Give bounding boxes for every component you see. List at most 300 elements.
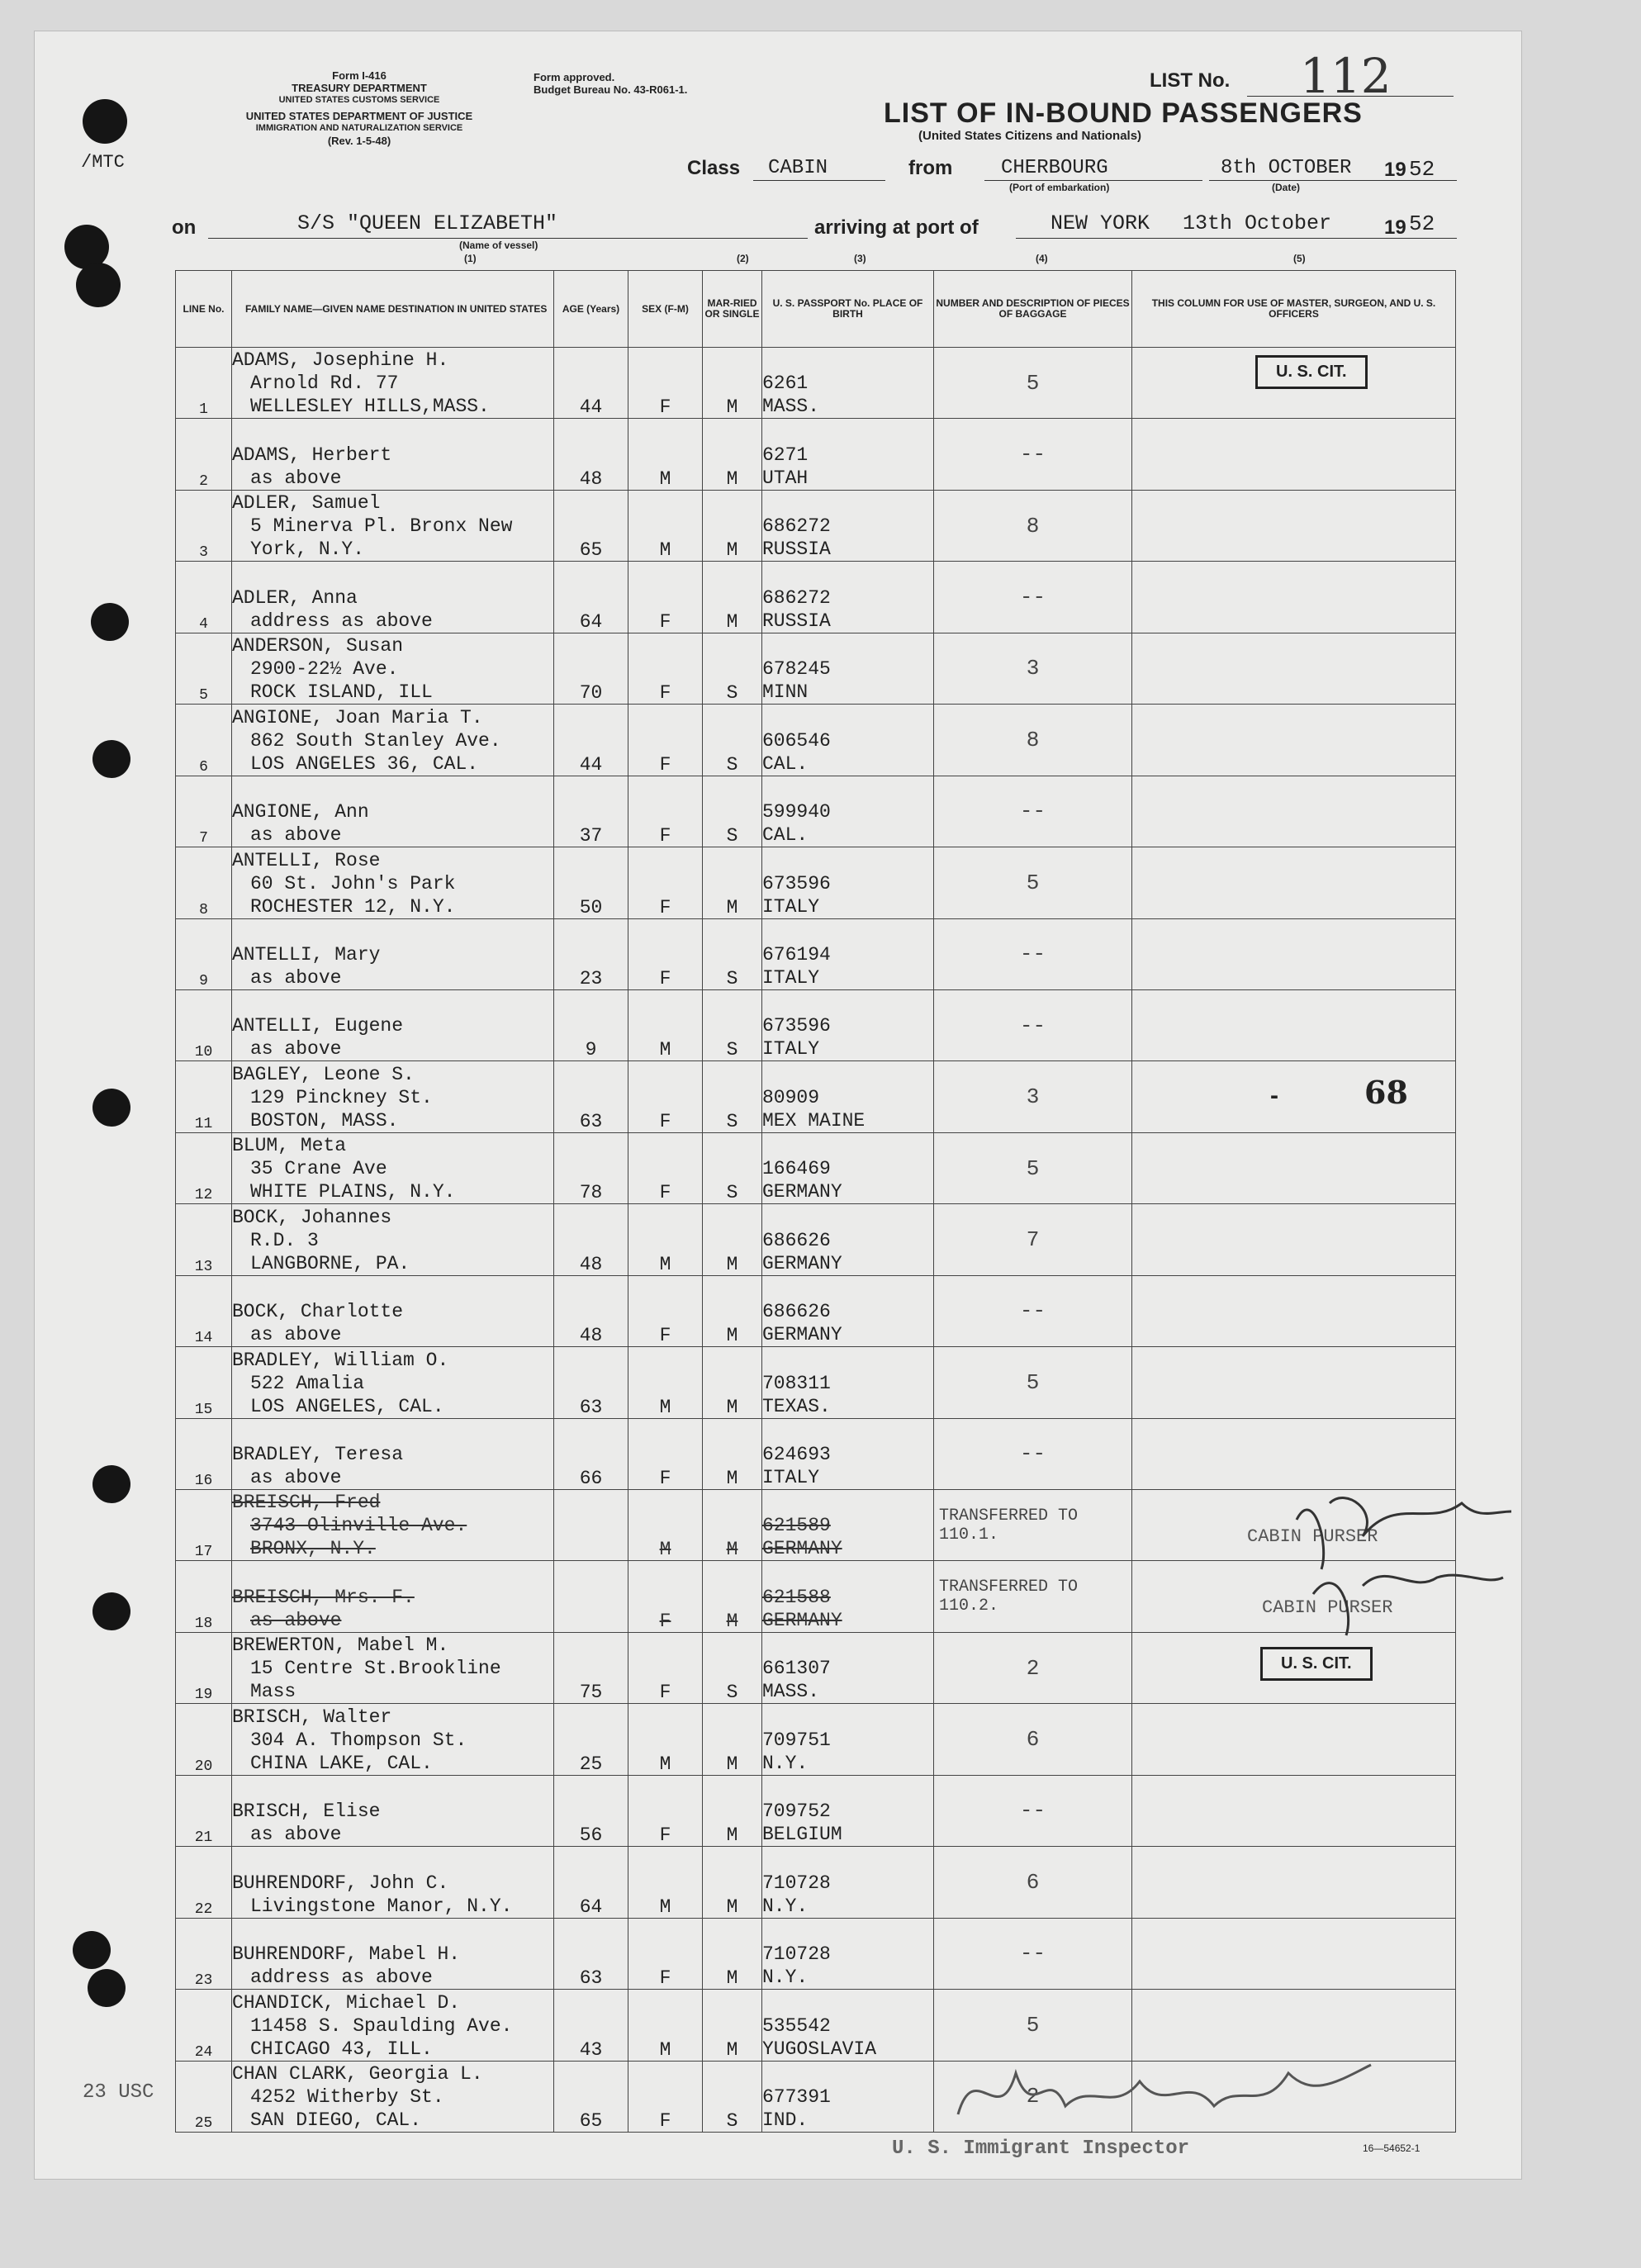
baggage-cell: TRANSFERRED TO 110.1. <box>934 1490 1132 1561</box>
age-cell: 78 <box>554 1132 628 1203</box>
marital-cell: M <box>703 1347 762 1418</box>
passport-number: 709752 <box>762 1801 831 1823</box>
passport-cell <box>762 1632 934 1703</box>
passenger-name: BOCK, Johannes <box>232 1206 392 1228</box>
place-of-birth: CAL. <box>762 824 809 847</box>
col-header-line: LINE No. <box>176 271 232 348</box>
officer-cell <box>1132 1132 1456 1203</box>
line-number: 25 <box>176 2061 232 2133</box>
officer-cell <box>1132 847 1456 918</box>
place-of-birth: GERMANY <box>762 1252 842 1274</box>
table-row <box>176 1418 1456 1489</box>
marital-cell: S <box>703 1132 762 1203</box>
passport-number: 710728 <box>762 1943 831 1966</box>
passenger-address-line: address as above <box>250 1967 433 1989</box>
marital-cell: M <box>703 1275 762 1346</box>
table-row <box>176 1918 1456 1989</box>
passenger-name-address <box>232 1561 554 1632</box>
passenger-address-line: BRONX, N.Y. <box>250 1538 376 1560</box>
line-number: 10 <box>176 989 232 1060</box>
table-row <box>176 989 1456 1060</box>
passport-number: 166469 <box>762 1158 831 1180</box>
passenger-address-line: 35 Crane Ave <box>250 1158 387 1180</box>
passenger-name-address <box>232 989 554 1060</box>
form-approved: Form approved. <box>534 71 615 83</box>
passenger-name: BRISCH, Elise <box>232 1801 381 1823</box>
passenger-name-address <box>232 490 554 561</box>
marital-cell: M <box>703 490 762 561</box>
sex-cell: F <box>628 1132 703 1203</box>
passenger-address-line: LANGBORNE, PA. <box>250 1252 410 1274</box>
line-number: 4 <box>176 562 232 633</box>
age-cell <box>554 1561 628 1632</box>
baggage-cell: 5 <box>934 847 1132 918</box>
passport-cell <box>762 776 934 847</box>
place-of-birth: UTAH <box>762 467 809 489</box>
marital-cell: S <box>703 1061 762 1132</box>
age-cell: 63 <box>554 1918 628 1989</box>
passenger-name: ANDERSON, Susan <box>232 635 404 657</box>
place-of-birth: IND. <box>762 2109 809 2131</box>
arrival-year-prefix: 19 <box>1384 216 1406 239</box>
sex-cell: F <box>628 776 703 847</box>
passenger-address-line: BOSTON, MASS. <box>250 1109 399 1132</box>
immigrant-inspector-label: U. S. Immigrant Inspector <box>892 2138 1190 2160</box>
line-number: 19 <box>176 1632 232 1703</box>
line-number: 22 <box>176 1847 232 1918</box>
place-of-birth: RUSSIA <box>762 610 831 632</box>
table-row <box>176 776 1456 847</box>
age-cell: 9 <box>554 989 628 1060</box>
passenger-name-address <box>232 1847 554 1918</box>
table-row <box>176 705 1456 776</box>
passenger-name: ANTELLI, Eugene <box>232 1015 404 1037</box>
passport-number: 599940 <box>762 801 831 823</box>
passport-number: 661307 <box>762 1658 831 1680</box>
passport-number: 606546 <box>762 729 831 752</box>
budget-bureau: Budget Bureau No. 43-R061-1. <box>534 83 688 96</box>
passport-cell <box>762 1561 934 1632</box>
baggage-cell: -- <box>934 918 1132 989</box>
line-number: 18 <box>176 1561 232 1632</box>
passport-cell <box>762 1204 934 1275</box>
document-subtitle: (United States Citizens and Nationals) <box>918 129 1142 143</box>
sex-cell: F <box>628 1632 703 1703</box>
passenger-name: BAGLEY, Leone S. <box>232 1063 415 1085</box>
col-header-married: MAR-RIED OR SINGLE <box>703 271 762 348</box>
place-of-birth: YUGOSLAVIA <box>762 2038 877 2060</box>
age-cell: 37 <box>554 776 628 847</box>
passport-cell <box>762 419 934 490</box>
age-cell: 64 <box>554 1847 628 1918</box>
passenger-name-address <box>232 2061 554 2133</box>
marital-cell: M <box>703 1918 762 1989</box>
age-cell <box>554 1490 628 1561</box>
passenger-address-line: WHITE PLAINS, N.Y. <box>250 1181 456 1203</box>
marital-cell: M <box>703 847 762 918</box>
passenger-name-address <box>232 1918 554 1989</box>
sex-cell: F <box>628 1561 703 1632</box>
passenger-name: BUHRENDORF, Mabel H. <box>232 1943 461 1966</box>
passenger-name-address <box>232 419 554 490</box>
punch-hole <box>88 1969 126 2007</box>
line-number: 17 <box>176 1490 232 1561</box>
baggage-cell: -- <box>934 562 1132 633</box>
form-header-agencies <box>165 69 553 147</box>
sex-cell: M <box>628 1347 703 1418</box>
table-row <box>176 847 1456 918</box>
baggage-cell: TRANSFERRED TO 110.2. <box>934 1561 1132 1632</box>
passenger-name: ADAMS, Herbert <box>232 444 392 466</box>
sex-cell: F <box>628 705 703 776</box>
passenger-name-address <box>232 918 554 989</box>
place-of-birth: CAL. <box>762 752 809 775</box>
passport-cell <box>762 562 934 633</box>
passenger-address-line: ROCHESTER 12, N.Y. <box>250 895 456 918</box>
baggage-cell: 3 <box>934 633 1132 704</box>
passport-cell <box>762 1132 934 1203</box>
baggage-cell: 5 <box>934 1347 1132 1418</box>
place-of-birth: GERMANY <box>762 1609 842 1631</box>
form-approval <box>534 71 687 96</box>
marital-cell: S <box>703 1632 762 1703</box>
passenger-name-address <box>232 1490 554 1561</box>
passenger-address-line: 129 Pinckney St. <box>250 1086 433 1108</box>
passenger-name-address <box>232 1061 554 1132</box>
line-number: 12 <box>176 1132 232 1203</box>
table-row <box>176 1490 1456 1561</box>
line-number: 1 <box>176 348 232 419</box>
punch-hole <box>92 1089 130 1127</box>
on-label: on <box>172 216 197 239</box>
passport-number: 710728 <box>762 1872 831 1894</box>
age-cell: 70 <box>554 633 628 704</box>
marital-cell: M <box>703 1418 762 1489</box>
table-row <box>176 1204 1456 1275</box>
passenger-address-line: SAN DIEGO, CAL. <box>250 2109 422 2131</box>
passenger-name-address <box>232 1775 554 1846</box>
place-of-birth: MEX MAINE <box>762 1109 866 1132</box>
passenger-name-address <box>232 633 554 704</box>
baggage-cell: 8 <box>934 705 1132 776</box>
table-row <box>176 1347 1456 1418</box>
table-row <box>176 1275 1456 1346</box>
passport-number: 686626 <box>762 1229 831 1251</box>
place-of-birth: RUSSIA <box>762 539 831 561</box>
passenger-table <box>175 270 1456 2133</box>
age-cell: 44 <box>554 705 628 776</box>
marital-cell: S <box>703 918 762 989</box>
passport-cell <box>762 989 934 1060</box>
passport-cell <box>762 1061 934 1132</box>
passport-cell <box>762 847 934 918</box>
passenger-address-line: as above <box>250 966 342 989</box>
dept-justice-sub: IMMIGRATION AND NATURALIZATION SERVICE <box>255 123 463 133</box>
age-cell: 43 <box>554 1990 628 2061</box>
table-row <box>176 1775 1456 1846</box>
baggage-cell: 5 <box>934 1990 1132 2061</box>
column-marker-4: (4) <box>1036 253 1048 264</box>
passenger-address-line: 15 Centre St.Brookline Mass <box>250 1658 501 1703</box>
passenger-address-line: 5 Minerva Pl. Bronx New <box>250 515 513 538</box>
place-of-birth: ITALY <box>762 895 820 918</box>
passport-cell <box>762 1490 934 1561</box>
passport-cell <box>762 2061 934 2133</box>
table-row <box>176 490 1456 561</box>
passport-cell <box>762 918 934 989</box>
passport-number: 80909 <box>762 1086 820 1108</box>
passenger-name: BRADLEY, William O. <box>232 1349 449 1371</box>
form-number: Form I-416 <box>332 69 387 82</box>
passenger-address-line: LOS ANGELES, CAL. <box>250 1395 444 1417</box>
passenger-name: CHAN CLARK, Georgia L. <box>232 2063 483 2085</box>
col-header-age: AGE (Years) <box>554 271 628 348</box>
sex-cell: F <box>628 1275 703 1346</box>
officer-cell <box>1132 705 1456 776</box>
passenger-name-address <box>232 1132 554 1203</box>
passport-number: 673596 <box>762 1015 831 1037</box>
passport-number: 621588 <box>762 1586 831 1608</box>
sex-cell: F <box>628 1418 703 1489</box>
passenger-address-line: Livingstone Manor, N.Y. <box>250 1895 513 1917</box>
passenger-address-line: as above <box>250 1467 342 1488</box>
age-cell: 65 <box>554 2061 628 2133</box>
officer-cell <box>1132 1918 1456 1989</box>
sex-cell: F <box>628 918 703 989</box>
line-number: 15 <box>176 1347 232 1418</box>
passenger-address-line: R.D. 3 <box>250 1229 319 1251</box>
passenger-name: ANTELLI, Rose <box>232 849 381 871</box>
vessel-column-marker: (1) <box>464 253 477 264</box>
passport-cell <box>762 1347 934 1418</box>
table-row <box>176 1061 1456 1132</box>
table-row <box>176 1132 1456 1203</box>
sex-cell: F <box>628 348 703 419</box>
officer-cell <box>1132 490 1456 561</box>
passenger-address-line: 304 A. Thompson St. <box>250 1729 467 1751</box>
line-number: 5 <box>176 633 232 704</box>
class-value: CABIN <box>768 157 828 179</box>
officer-cell <box>1132 776 1456 847</box>
passport-number: 686272 <box>762 515 831 538</box>
baggage-cell: -- <box>934 1418 1132 1489</box>
marital-cell: S <box>703 705 762 776</box>
marital-cell: M <box>703 348 762 419</box>
passenger-count: 68 <box>1364 1074 1408 1111</box>
place-of-birth: TEXAS. <box>762 1395 831 1417</box>
list-number-label: LIST No. <box>1150 69 1231 92</box>
cabin-purser-label: CABIN PURSER <box>1247 1526 1378 1547</box>
passenger-address-line: 3743 Olinville Ave. <box>250 1515 467 1537</box>
dept-treasury-sub: UNITED STATES CUSTOMS SERVICE <box>278 95 440 105</box>
sex-cell: M <box>628 1204 703 1275</box>
baggage-cell: 5 <box>934 348 1132 419</box>
cabin-purser-label: CABIN PURSER <box>1262 1597 1393 1618</box>
passenger-name-address <box>232 1418 554 1489</box>
passenger-name: ANGIONE, Ann <box>232 801 369 823</box>
baggage-cell: 3 <box>934 1061 1132 1132</box>
sex-cell: F <box>628 633 703 704</box>
line-number: 2 <box>176 419 232 490</box>
marital-cell: S <box>703 2061 762 2133</box>
punch-hole <box>73 1931 111 1969</box>
passenger-address-line: as above <box>250 1824 342 1846</box>
marital-cell: M <box>703 1990 762 2061</box>
column-marker-2: (2) <box>737 253 749 264</box>
passenger-name: ADLER, Anna <box>232 586 358 609</box>
sex-cell: M <box>628 1847 703 1918</box>
place-of-birth: MASS. <box>762 1681 820 1703</box>
passenger-name: BOCK, Charlotte <box>232 1301 404 1323</box>
age-cell: 63 <box>554 1347 628 1418</box>
passenger-address-line: Arnold Rd. 77 <box>250 372 399 395</box>
passenger-address-line: as above <box>250 1609 342 1631</box>
line-number: 20 <box>176 1704 232 1775</box>
baggage-cell: 6 <box>934 1847 1132 1918</box>
col-header-baggage: NUMBER AND DESCRIPTION OF PIECES OF BAGGAGE <box>934 271 1132 348</box>
passenger-address-line: ROCK ISLAND, ILL <box>250 681 433 704</box>
marital-cell: M <box>703 562 762 633</box>
gpo-number: 16—54652-1 <box>1363 2142 1420 2154</box>
passenger-address-line: as above <box>250 824 342 847</box>
line-number: 9 <box>176 918 232 989</box>
arriving-label: arriving at port of <box>814 216 979 239</box>
passenger-name-address <box>232 1990 554 2061</box>
punch-hole <box>92 1592 130 1630</box>
vessel-name: S/S "QUEEN ELIZABETH" <box>297 211 558 235</box>
passenger-name-address <box>232 847 554 918</box>
officer-cell <box>1132 419 1456 490</box>
list-number: 112 <box>1300 48 1392 104</box>
line-number: 13 <box>176 1204 232 1275</box>
baggage-cell: 8 <box>934 490 1132 561</box>
passenger-name-address <box>232 705 554 776</box>
officer-cell <box>1132 989 1456 1060</box>
baggage-cell: -- <box>934 1775 1132 1846</box>
line-number: 11 <box>176 1061 232 1132</box>
baggage-cell: -- <box>934 776 1132 847</box>
passenger-address-line: 11458 S. Spaulding Ave. <box>250 2014 513 2037</box>
place-of-birth: N.Y. <box>762 1752 809 1774</box>
marital-cell: M <box>703 1561 762 1632</box>
place-of-birth: ITALY <box>762 966 820 989</box>
passenger-name: BREWERTON, Mabel M. <box>232 1635 449 1657</box>
passenger-name: ADAMS, Josephine H. <box>232 349 449 372</box>
passenger-address-line: as above <box>250 1324 342 1346</box>
punch-hole <box>83 99 127 144</box>
passenger-name-address <box>232 562 554 633</box>
passport-cell <box>762 1990 934 2061</box>
place-of-birth: MASS. <box>762 396 820 418</box>
age-cell: 48 <box>554 419 628 490</box>
passenger-name-address <box>232 1632 554 1703</box>
marital-cell: M <box>703 1775 762 1846</box>
marital-cell: M <box>703 1847 762 1918</box>
count-dash: - <box>1270 1082 1278 1109</box>
col-header-name: FAMILY NAME—GIVEN NAME DESTINATION IN UNITED STATES <box>232 271 554 348</box>
document-title: LIST OF IN-BOUND PASSENGERS <box>884 97 1363 129</box>
table-row <box>176 419 1456 490</box>
arrival-port: NEW YORK <box>1051 211 1150 235</box>
class-label: Class <box>687 157 741 179</box>
date-value: 8th OCTOBER <box>1221 157 1352 179</box>
sex-cell: F <box>628 1775 703 1846</box>
marital-cell: M <box>703 419 762 490</box>
us-citizen-stamp: U. S. CIT. <box>1260 1647 1373 1681</box>
line-number: 6 <box>176 705 232 776</box>
passport-cell <box>762 1918 934 1989</box>
marital-cell: S <box>703 776 762 847</box>
table-header-row <box>176 271 1456 348</box>
from-value: CHERBOURG <box>1001 157 1108 179</box>
age-cell: 56 <box>554 1775 628 1846</box>
from-caption: (Port of embarkation) <box>1009 182 1110 193</box>
sex-cell: F <box>628 1918 703 1989</box>
passenger-name: BUHRENDORF, John C. <box>232 1872 449 1894</box>
officer-cell <box>1132 1775 1456 1846</box>
passport-number: 708311 <box>762 1372 831 1394</box>
passenger-address-line: address as above <box>250 610 433 632</box>
passport-number: 678245 <box>762 658 831 681</box>
passenger-name: ANGIONE, Joan Maria T. <box>232 706 483 728</box>
place-of-birth: GERMANY <box>762 1181 842 1203</box>
table-row <box>176 918 1456 989</box>
passenger-address-line: 60 St. John's Park <box>250 872 456 894</box>
passport-number: 621589 <box>762 1515 831 1537</box>
vessel-caption: (Name of vessel) <box>459 240 538 251</box>
baggage-cell: -- <box>934 1918 1132 1989</box>
passport-number: 6271 <box>762 444 809 466</box>
place-of-birth: N.Y. <box>762 1895 809 1917</box>
dept-justice: UNITED STATES DEPARTMENT OF JUSTICE <box>245 110 473 122</box>
passenger-address-line: 862 South Stanley Ave. <box>250 729 501 752</box>
line-number: 7 <box>176 776 232 847</box>
passenger-address-line: 2900-22½ Ave. <box>250 658 399 681</box>
column-marker-3: (3) <box>854 253 866 264</box>
dept-treasury: TREASURY DEPARTMENT <box>292 82 427 94</box>
sex-cell: F <box>628 2061 703 2133</box>
table-row <box>176 633 1456 704</box>
passenger-name-address <box>232 348 554 419</box>
purser-signature <box>1280 1470 1528 1668</box>
sex-cell: M <box>628 1490 703 1561</box>
form-revision: (Rev. 1-5-48) <box>327 135 391 147</box>
passenger-name-address <box>232 1704 554 1775</box>
age-cell: 48 <box>554 1204 628 1275</box>
side-note-mtc: /MTC <box>81 152 125 173</box>
marital-cell: M <box>703 1204 762 1275</box>
punch-hole <box>92 740 130 778</box>
officer-cell <box>1132 633 1456 704</box>
column-marker-5: (5) <box>1293 253 1306 264</box>
table-row <box>176 1704 1456 1775</box>
inspector-signature <box>950 2048 1379 2139</box>
place-of-birth: MINN <box>762 681 809 704</box>
age-cell: 48 <box>554 1275 628 1346</box>
passport-number: 535542 <box>762 2014 831 2037</box>
age-cell: 23 <box>554 918 628 989</box>
passenger-name: CHANDICK, Michael D. <box>232 1991 461 2014</box>
passport-number: 686626 <box>762 1301 831 1323</box>
line-number: 3 <box>176 490 232 561</box>
age-cell: 64 <box>554 562 628 633</box>
marital-cell: M <box>703 1704 762 1775</box>
baggage-cell: 5 <box>934 1132 1132 1203</box>
place-of-birth: BELGIUM <box>762 1824 842 1846</box>
place-of-birth: N.Y. <box>762 1967 809 1989</box>
line-number: 14 <box>176 1275 232 1346</box>
col-header-passport: U. S. PASSPORT No. PLACE OF BIRTH <box>762 271 934 348</box>
